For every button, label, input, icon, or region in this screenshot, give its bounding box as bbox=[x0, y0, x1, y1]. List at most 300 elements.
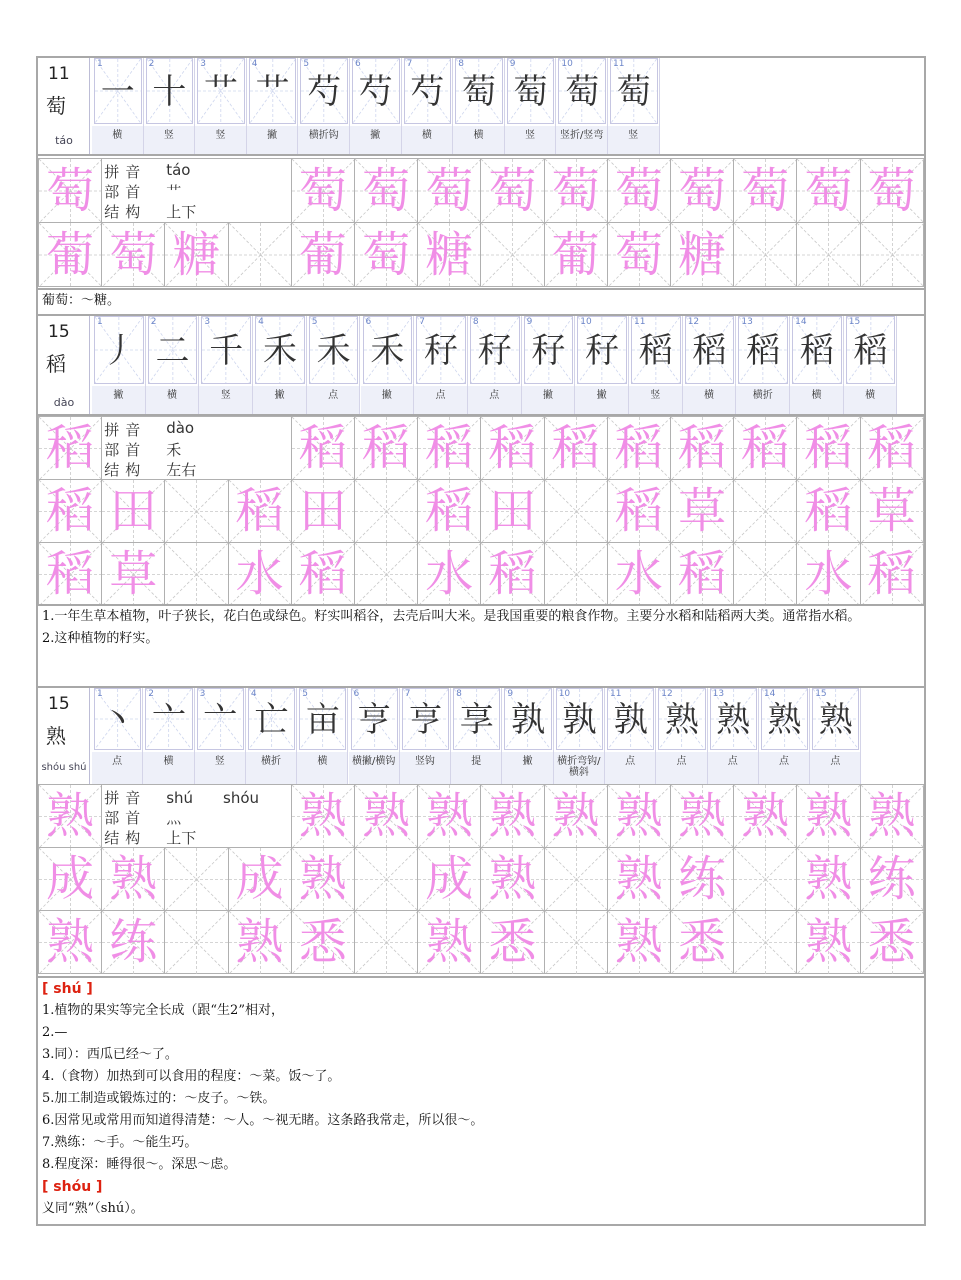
stroke-name: 横 bbox=[865, 390, 876, 401]
stroke-glyph-text: 禾 bbox=[262, 331, 297, 371]
practice-char: 稻 bbox=[551, 420, 600, 476]
stroke-glyph bbox=[508, 59, 554, 123]
practice-char bbox=[545, 911, 607, 973]
practice-char: 糖 bbox=[172, 227, 221, 283]
info-value-radical: 禾 bbox=[166, 441, 182, 459]
practice-char: 熟 bbox=[362, 788, 411, 844]
character-info bbox=[101, 784, 292, 848]
stroke-glyph-text: 熟 bbox=[716, 700, 751, 740]
stroke-box bbox=[201, 316, 251, 384]
practice-char bbox=[545, 543, 607, 605]
stroke-box bbox=[255, 316, 305, 384]
stroke-box bbox=[524, 316, 574, 384]
practice-char: 萄 bbox=[678, 163, 727, 219]
practice-cell bbox=[354, 784, 418, 848]
practice-cell bbox=[670, 784, 734, 848]
stroke-name: 撇 bbox=[267, 130, 278, 141]
practice-char: 熟 bbox=[488, 788, 537, 844]
practice-char: 熟 bbox=[235, 914, 284, 970]
stroke-glyph-text: 秄 bbox=[531, 331, 566, 371]
practice-char: 萄 bbox=[488, 163, 537, 219]
practice-char: 稻 bbox=[298, 420, 347, 476]
stroke-glyph bbox=[353, 59, 399, 123]
stroke-glyph-text: 稻 bbox=[638, 331, 673, 371]
practice-cell bbox=[38, 784, 102, 848]
stroke-glyph bbox=[847, 317, 895, 383]
character-info bbox=[101, 416, 292, 480]
practice-char: 熟 bbox=[46, 788, 95, 844]
stroke-index: 3 bbox=[200, 59, 206, 69]
practice-char: 萄 bbox=[298, 163, 347, 219]
stroke-step bbox=[502, 688, 553, 784]
practice-char: 熟 bbox=[298, 788, 347, 844]
stroke-index: 5 bbox=[302, 689, 308, 699]
practice-cell bbox=[291, 784, 355, 848]
info-label-pinyin: 拼音 bbox=[104, 421, 147, 439]
stroke-glyph-text: 禾 bbox=[370, 331, 405, 371]
stroke-index: 12 bbox=[661, 689, 673, 699]
stroke-glyph-text: 十 bbox=[152, 72, 187, 112]
stroke-name: 点 bbox=[489, 390, 500, 401]
info-label-radical: 部首 bbox=[104, 441, 147, 459]
stroke-step bbox=[629, 316, 683, 414]
stroke-name: 点 bbox=[328, 390, 339, 401]
character-pinyin: táo bbox=[55, 134, 73, 147]
practice-cell bbox=[860, 784, 924, 848]
stroke-box bbox=[249, 58, 297, 124]
stroke-step bbox=[297, 688, 348, 784]
stroke-index: 10 bbox=[561, 59, 573, 69]
stroke-glyph bbox=[250, 59, 296, 123]
stroke-glyph-text: 孰 bbox=[511, 700, 546, 740]
stroke-index: 11 bbox=[613, 59, 625, 69]
practice-char bbox=[545, 480, 607, 542]
info-value-structure: 上下 bbox=[166, 829, 197, 847]
definition-line: 1.植物的果实等完全长成（跟“生2”相对， bbox=[42, 1003, 284, 1018]
definition-line: 2.这种植物的籽实。 bbox=[42, 631, 159, 646]
practice-cell bbox=[796, 784, 860, 848]
practice-char: 萄 bbox=[425, 163, 474, 219]
stroke-glyph-text: 芍 bbox=[358, 72, 393, 112]
practice-char: 萄 bbox=[362, 163, 411, 219]
stroke-step bbox=[556, 58, 608, 154]
stroke-index: 6 bbox=[355, 59, 361, 69]
stroke-order-header bbox=[38, 316, 924, 416]
practice-char: 水 bbox=[235, 546, 284, 602]
practice-char: 熟 bbox=[614, 851, 663, 907]
practice-char: 熟 bbox=[298, 851, 347, 907]
stroke-name: 竖 bbox=[214, 756, 225, 767]
practice-char: 葡 bbox=[46, 227, 95, 283]
stroke-glyph-text: 亨 bbox=[408, 700, 443, 740]
stroke-glyph-text: 秄 bbox=[424, 331, 459, 371]
stroke-box bbox=[710, 688, 757, 750]
stroke-box bbox=[761, 688, 808, 750]
practice-char: 成 bbox=[235, 851, 284, 907]
practice-char: 稻 bbox=[46, 420, 95, 476]
stroke-glyph bbox=[632, 317, 680, 383]
practice-char: 熟 bbox=[614, 788, 663, 844]
info-value-radical: 灬 bbox=[166, 809, 182, 827]
practice-char bbox=[734, 480, 796, 542]
practice-char: 稻 bbox=[46, 546, 95, 602]
stroke-box bbox=[470, 316, 520, 384]
practice-cell bbox=[860, 158, 924, 223]
stroke-box bbox=[248, 688, 295, 750]
stroke-box bbox=[299, 688, 346, 750]
stroke-index: 4 bbox=[251, 59, 258, 69]
character-id-cell bbox=[38, 58, 90, 154]
stroke-step bbox=[759, 688, 810, 784]
stroke-box bbox=[631, 316, 681, 384]
practice-cell bbox=[733, 158, 797, 223]
practice-char: 水 bbox=[614, 546, 663, 602]
stroke-step bbox=[656, 688, 707, 784]
practice-cell bbox=[228, 222, 292, 287]
practice-cell bbox=[607, 542, 671, 606]
stroke-glyph bbox=[147, 59, 193, 123]
practice-char bbox=[355, 911, 417, 973]
stroke-glyph bbox=[146, 689, 191, 749]
practice-cell bbox=[291, 479, 355, 543]
practice-cell bbox=[354, 158, 418, 223]
practice-char: 稻 bbox=[488, 420, 537, 476]
info-value-structure: 上下 bbox=[166, 203, 197, 221]
stroke-glyph-text: 芍 bbox=[307, 72, 342, 112]
practice-char: 熟 bbox=[741, 788, 790, 844]
stroke-index: 14 bbox=[763, 689, 776, 699]
stroke-name: 撇 bbox=[274, 390, 285, 401]
practice-cell bbox=[733, 784, 797, 848]
stroke-glyph bbox=[456, 59, 502, 123]
practice-char: 练 bbox=[867, 851, 916, 907]
stroke-step bbox=[146, 316, 200, 414]
practice-cell bbox=[733, 222, 797, 287]
practice-cell bbox=[480, 222, 544, 287]
practice-char: 稻 bbox=[678, 546, 727, 602]
stroke-box bbox=[416, 316, 466, 384]
stroke-name: 点 bbox=[435, 390, 446, 401]
stroke-box bbox=[94, 316, 144, 384]
stroke-glyph bbox=[762, 689, 807, 749]
stroke-glyph-text: 艹 bbox=[203, 72, 238, 112]
stroke-index: 15 bbox=[848, 317, 861, 327]
stroke-glyph bbox=[256, 317, 304, 383]
stroke-name: 点 bbox=[779, 756, 790, 767]
stroke-index: 2 bbox=[148, 689, 155, 699]
practice-cell bbox=[670, 479, 734, 543]
stroke-glyph-text: 亩 bbox=[305, 700, 340, 740]
practice-char: 稻 bbox=[425, 483, 474, 539]
stroke-box bbox=[453, 688, 500, 750]
stroke-box bbox=[610, 58, 658, 124]
practice-char bbox=[165, 543, 227, 605]
stroke-glyph bbox=[686, 317, 734, 383]
practice-cell bbox=[164, 222, 228, 287]
practice-cell bbox=[101, 479, 165, 543]
stroke-name: 竖 bbox=[650, 390, 661, 401]
stroke-index: 7 bbox=[406, 59, 413, 69]
practice-char: 萄 bbox=[109, 227, 158, 283]
practice-char: 悉 bbox=[298, 914, 347, 970]
stroke-name: 点 bbox=[727, 756, 738, 767]
stroke-step bbox=[199, 316, 253, 414]
info-label-radical: 部首 bbox=[104, 809, 147, 827]
stroke-index: 5 bbox=[303, 59, 310, 69]
stroke-box bbox=[300, 58, 348, 124]
stroke-index: 11 bbox=[610, 689, 622, 699]
definition-line: 葡萄：～糖。 bbox=[42, 293, 121, 308]
stroke-step bbox=[505, 58, 557, 154]
stroke-box bbox=[148, 316, 198, 384]
practice-char bbox=[734, 543, 796, 605]
practice-cell bbox=[607, 222, 671, 287]
practice-cell bbox=[544, 416, 608, 480]
practice-cell bbox=[480, 784, 544, 848]
stroke-step bbox=[608, 58, 660, 154]
info-label-structure: 结构 bbox=[104, 829, 147, 847]
stroke-glyph bbox=[813, 689, 858, 749]
practice-cell bbox=[38, 222, 102, 287]
practice-char bbox=[355, 848, 417, 910]
practice-cell bbox=[544, 158, 608, 223]
stroke-box bbox=[309, 316, 359, 384]
stroke-glyph bbox=[557, 689, 602, 749]
practice-cell bbox=[796, 910, 860, 974]
stroke-glyph-text: 享 bbox=[459, 700, 494, 740]
stroke-name: 横 bbox=[421, 130, 432, 141]
stroke-step bbox=[468, 316, 522, 414]
practice-cell bbox=[796, 542, 860, 606]
stroke-glyph bbox=[310, 317, 358, 383]
practice-cell bbox=[670, 416, 734, 480]
info-value-pinyin: shú shóu bbox=[166, 789, 260, 807]
practice-cell bbox=[228, 910, 292, 974]
stroke-index: 10 bbox=[580, 317, 592, 327]
practice-char: 成 bbox=[46, 851, 95, 907]
practice-cell bbox=[164, 910, 228, 974]
stroke-glyph bbox=[300, 689, 345, 749]
practice-char: 练 bbox=[109, 914, 158, 970]
stroke-index: 3 bbox=[204, 317, 211, 327]
practice-char bbox=[355, 480, 417, 542]
practice-cell bbox=[670, 222, 734, 287]
practice-cell bbox=[670, 847, 734, 911]
stroke-name: 横 bbox=[112, 130, 123, 141]
practice-cell bbox=[480, 158, 544, 223]
stroke-index: 2 bbox=[148, 59, 155, 69]
stroke-box bbox=[404, 58, 452, 124]
stroke-index: 4 bbox=[258, 317, 264, 327]
practice-cell bbox=[860, 479, 924, 543]
stroke-glyph-text: 熟 bbox=[818, 700, 853, 740]
practice-cell bbox=[670, 158, 734, 223]
practice-cell bbox=[417, 416, 481, 480]
stroke-glyph bbox=[525, 317, 573, 383]
practice-char bbox=[355, 543, 417, 605]
stroke-name: 横 bbox=[317, 756, 328, 767]
stroke-index: 10 bbox=[558, 689, 571, 699]
practice-cell bbox=[417, 479, 481, 543]
stroke-glyph bbox=[505, 689, 550, 749]
stroke-name: 点 bbox=[676, 756, 687, 767]
stroke-glyph bbox=[301, 59, 347, 123]
practice-cell bbox=[670, 542, 734, 606]
stroke-glyph bbox=[95, 317, 143, 383]
practice-char bbox=[165, 911, 227, 973]
practice-cell bbox=[417, 222, 481, 287]
practice-char: 萄 bbox=[362, 227, 411, 283]
definition-notes bbox=[38, 604, 924, 650]
stroke-index: 1 bbox=[97, 317, 103, 327]
practice-char: 萄 bbox=[741, 163, 790, 219]
stroke-box bbox=[94, 58, 142, 124]
info-label-structure: 结构 bbox=[104, 203, 147, 221]
practice-cell bbox=[544, 910, 608, 974]
stroke-step bbox=[298, 58, 350, 154]
practice-cell bbox=[607, 479, 671, 543]
practice-char: 田 bbox=[109, 483, 158, 539]
stroke-glyph-text: 千 bbox=[209, 331, 244, 371]
stroke-index: 12 bbox=[687, 317, 700, 327]
stroke-glyph-text: 熟 bbox=[664, 700, 699, 740]
practice-char: 萄 bbox=[804, 163, 853, 219]
stroke-glyph-text: 禾 bbox=[316, 331, 351, 371]
practice-char bbox=[545, 848, 607, 910]
practice-cell bbox=[101, 847, 165, 911]
practice-char: 熟 bbox=[867, 788, 916, 844]
stroke-glyph bbox=[202, 317, 250, 383]
practice-cell bbox=[38, 479, 102, 543]
practice-cell bbox=[796, 222, 860, 287]
info-label-radical: 部首 bbox=[104, 183, 147, 201]
practice-cell bbox=[480, 910, 544, 974]
practice-cell bbox=[291, 847, 355, 911]
stroke-step bbox=[736, 316, 790, 414]
stroke-step bbox=[402, 58, 454, 154]
stroke-index: 1 bbox=[97, 59, 103, 69]
stroke-step bbox=[246, 688, 297, 784]
stroke-step bbox=[195, 58, 247, 154]
practice-char: 萄 bbox=[614, 163, 663, 219]
stroke-glyph bbox=[198, 689, 243, 749]
stroke-name: 横折弯钩/横斜 bbox=[557, 756, 601, 778]
stroke-name: 横 bbox=[167, 390, 178, 401]
stroke-glyph bbox=[793, 317, 841, 383]
practice-char: 糖 bbox=[425, 227, 474, 283]
stroke-index: 15 bbox=[815, 689, 827, 699]
practice-cell bbox=[796, 847, 860, 911]
definition-notes bbox=[38, 976, 924, 1220]
stroke-name: 竖 bbox=[215, 130, 226, 141]
stroke-order-header bbox=[38, 58, 924, 156]
stroke-glyph-text: 孰 bbox=[562, 700, 597, 740]
stroke-index: 5 bbox=[311, 317, 318, 327]
stroke-index: 8 bbox=[458, 59, 464, 69]
stroke-box bbox=[197, 688, 244, 750]
practice-cell bbox=[417, 158, 481, 223]
stroke-glyph-text: 稻 bbox=[799, 331, 834, 371]
pronunciation-shu: [ shú ] bbox=[42, 981, 93, 997]
stroke-box bbox=[846, 316, 896, 384]
practice-char: 稻 bbox=[425, 420, 474, 476]
stroke-glyph bbox=[739, 317, 787, 383]
practice-cell bbox=[480, 479, 544, 543]
definition-line: 5.加工制造或锻炼过的：～皮子。～铁。 bbox=[42, 1091, 276, 1106]
stroke-step bbox=[349, 688, 400, 784]
stroke-step bbox=[414, 316, 468, 414]
practice-char: 田 bbox=[298, 483, 347, 539]
practice-cell bbox=[860, 416, 924, 480]
stroke-name: 撇 bbox=[522, 756, 533, 767]
practice-cell bbox=[228, 847, 292, 911]
stroke-step bbox=[554, 688, 605, 784]
stroke-glyph bbox=[711, 689, 756, 749]
practice-cell bbox=[796, 158, 860, 223]
definition-line: 3.同）：西瓜已经～了。 bbox=[42, 1047, 178, 1062]
pronunciation-shou: [ shóu ] bbox=[42, 1179, 103, 1195]
practice-cell bbox=[354, 910, 418, 974]
stroke-glyph bbox=[471, 317, 519, 383]
practice-char: 稻 bbox=[298, 546, 347, 602]
stroke-index: 3 bbox=[199, 689, 206, 699]
character-label: 稻 bbox=[46, 352, 66, 376]
stroke-step bbox=[92, 688, 143, 784]
character-label: 熟 bbox=[46, 724, 66, 748]
stroke-box bbox=[145, 688, 192, 750]
stroke-box bbox=[504, 688, 551, 750]
info-value-pinyin: dào bbox=[166, 419, 195, 437]
practice-char: 熟 bbox=[425, 914, 474, 970]
practice-char: 熟 bbox=[804, 851, 853, 907]
practice-cell bbox=[354, 479, 418, 543]
practice-char: 萄 bbox=[614, 227, 663, 283]
stroke-step bbox=[143, 688, 194, 784]
practice-char: 悉 bbox=[488, 914, 537, 970]
practice-cell bbox=[38, 910, 102, 974]
practice-char: 稻 bbox=[235, 483, 284, 539]
practice-char bbox=[797, 223, 859, 286]
practice-char: 稻 bbox=[488, 546, 537, 602]
practice-cell bbox=[607, 416, 671, 480]
stroke-glyph-text: 亠 bbox=[203, 700, 238, 740]
practice-char: 草 bbox=[678, 483, 727, 539]
stroke-box bbox=[402, 688, 449, 750]
practice-char: 成 bbox=[425, 851, 474, 907]
practice-cell bbox=[860, 847, 924, 911]
stroke-name: 横折 bbox=[752, 390, 773, 401]
character-id-cell bbox=[38, 688, 90, 784]
practice-cell bbox=[38, 847, 102, 911]
practice-cell bbox=[291, 416, 355, 480]
stroke-glyph bbox=[403, 689, 448, 749]
stroke-name: 撇 bbox=[596, 390, 607, 401]
stroke-index: 6 bbox=[365, 317, 372, 327]
stroke-step bbox=[683, 316, 737, 414]
stroke-name: 竖 bbox=[525, 130, 536, 141]
stroke-glyph bbox=[149, 317, 197, 383]
stroke-box bbox=[738, 316, 788, 384]
stroke-box bbox=[507, 58, 555, 124]
practice-char: 水 bbox=[804, 546, 853, 602]
practice-char bbox=[165, 480, 227, 542]
stroke-index: 14 bbox=[795, 317, 807, 327]
stroke-index: 11 bbox=[634, 317, 646, 327]
stroke-box bbox=[94, 688, 141, 750]
practice-char: 稻 bbox=[678, 420, 727, 476]
practice-cell bbox=[417, 847, 481, 911]
practice-char: 稻 bbox=[741, 420, 790, 476]
